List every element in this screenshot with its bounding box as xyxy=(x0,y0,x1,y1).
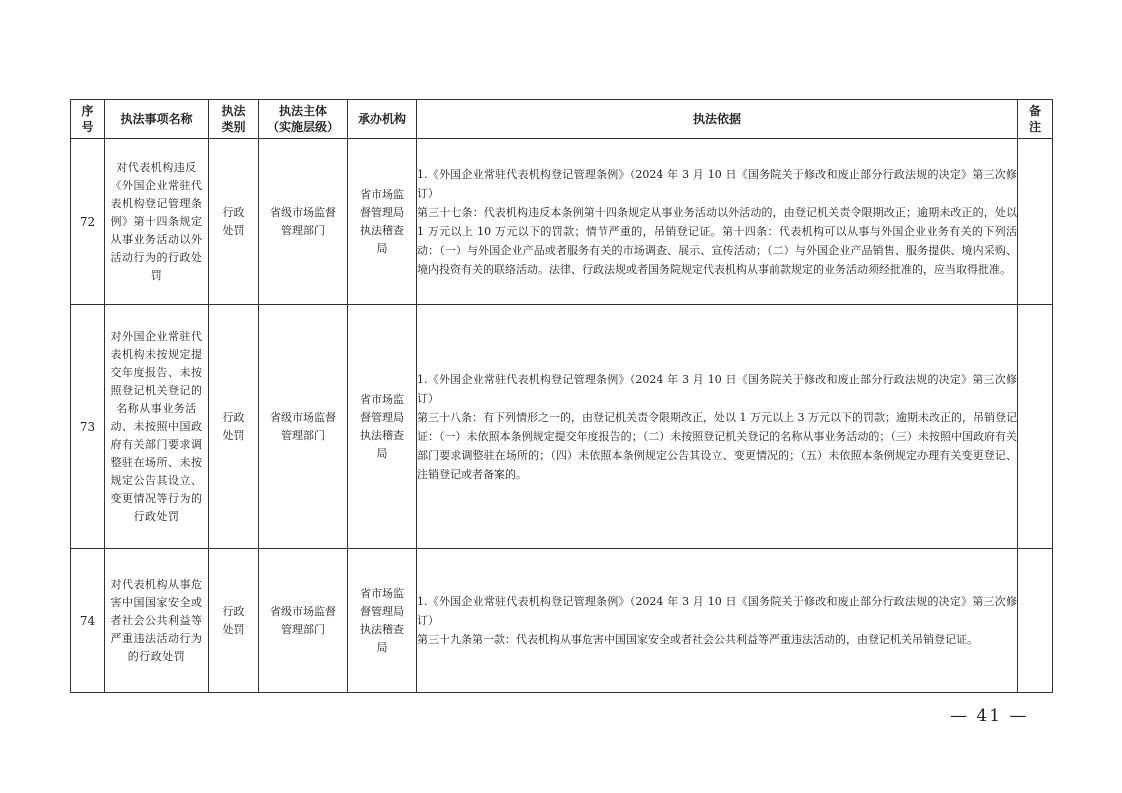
basis-article: 第三十九条第一款：代表机构从事危害中国国家安全或者社会公共利益等严重违法活动的，由登记机关吊销登记证。 xyxy=(417,633,978,646)
header-subject xyxy=(259,100,348,139)
table-row xyxy=(71,549,1053,693)
row-basis xyxy=(417,139,1018,305)
row-remark xyxy=(1018,305,1053,549)
header-name: 执法事项名称 xyxy=(105,100,209,139)
row-agency: 省市场监督管理局执法稽查局 xyxy=(348,305,417,549)
header-remark: 备注 xyxy=(1018,100,1053,139)
row-seq: 73 xyxy=(71,305,105,549)
row-agency: 省市场监督管理局执法稽查局 xyxy=(348,549,417,693)
row-remark xyxy=(1018,139,1053,305)
basis-source: 1.《外国企业常驻代表机构登记管理条例》（2024 年 3 月 10 日《国务院关于修改和废止部分行政法规的决定》第三次修订） xyxy=(417,372,1017,405)
header-subject-note: （实施层级） xyxy=(266,120,339,134)
row-subject: 省级市场监督管理部门 xyxy=(259,139,348,305)
basis-article: 第三十八条：有下列情形之一的，由登记机关责令限期改正，处以 1 万元以上 3 万元以下的罚款；逾期未改正的，吊销登记证：（一）未依照本条例规定提交年度报告的；（二）未按照登记机关登记的名称从事业务活动的；（三）未按照中国政府有关部门要求调整驻在场所的；（四）未依照本条例规定公告其设立、变更情况的；（五）未依照本条例规定办理有关变更登记、注销登记或者备案的。 xyxy=(417,410,1017,481)
row-type: 行政处罚 xyxy=(209,305,259,549)
table-row xyxy=(71,139,1053,305)
row-seq: 74 xyxy=(71,549,105,693)
page-number: — 41 — xyxy=(950,706,1029,726)
row-type: 行政处罚 xyxy=(209,139,259,305)
row-subject: 省级市场监督管理部门 xyxy=(259,305,348,549)
header-seq: 序号 xyxy=(71,100,105,139)
row-name: 对代表机构从事危害中国国家安全或者社会公共利益等严重违法活动行为的行政处罚 xyxy=(105,549,209,693)
table-header-row xyxy=(71,100,1053,139)
basis-article: 第三十七条：代表机构违反本条例第十四条规定从事业务活动以外活动的，由登记机关责令限期改正；逾期未改正的，处以 1 万元以上 10 万元以下的罚款；情节严重的，吊销登记证。第十四条：代表机构可以从事与外国企业业务有关的下列活动：（一）与外国企业产品或者服务有关的市场调查、展示、宣传活动；（二）与外国企业产品销售、服务提供、境内采购、境内投资有关的联络活动。法律、行政法规或者国务院规定代表机构从事前款规定的业务活动须经批准的，应当取得批准。 xyxy=(417,205,1017,276)
table-row xyxy=(71,305,1053,549)
row-seq: 72 xyxy=(71,139,105,305)
row-basis xyxy=(417,549,1018,693)
row-subject: 省级市场监督管理部门 xyxy=(259,549,348,693)
row-basis xyxy=(417,305,1018,549)
header-type: 执法类别 xyxy=(209,100,259,139)
row-remark xyxy=(1018,549,1053,693)
row-name: 对外国企业常驻代表机构未按规定提交年度报告、未按照登记机关登记的名称从事业务活动、未按照中国政府有关部门要求调整驻在场所、未按规定公告其设立、变更情况等行为的行政处罚 xyxy=(105,305,209,549)
row-agency: 省市场监督管理局执法稽查局 xyxy=(348,139,417,305)
basis-source: 1.《外国企业常驻代表机构登记管理条例》（2024 年 3 月 10 日《国务院关于修改和废止部分行政法规的决定》第三次修订） xyxy=(417,595,1017,627)
row-type: 行政处罚 xyxy=(209,549,259,693)
header-agency: 承办机构 xyxy=(348,100,417,139)
header-subject-label: 执法主体 xyxy=(278,104,327,118)
enforcement-table xyxy=(70,99,1053,693)
row-name: 对代表机构违反《外国企业常驻代表机构登记管理条例》第十四条规定从事业务活动以外活动行为的行政处罚 xyxy=(105,139,209,305)
basis-source: 1.《外国企业常驻代表机构登记管理条例》（2024 年 3 月 10 日《国务院关于修改和废止部分行政法规的决定》第三次修订） xyxy=(417,167,1017,200)
header-basis: 执法依据 xyxy=(417,100,1018,139)
